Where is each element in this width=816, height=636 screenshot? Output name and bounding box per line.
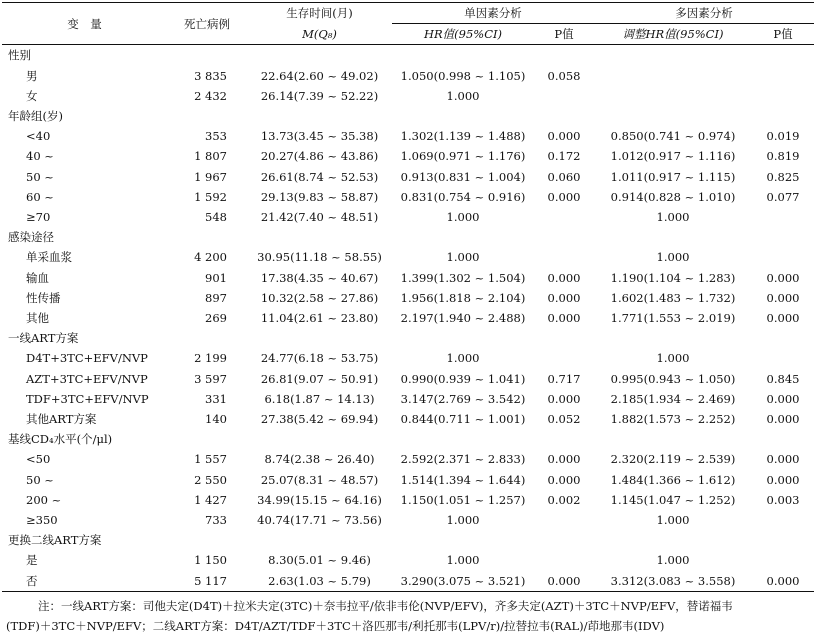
- deaths-cell: 140: [205, 412, 227, 427]
- table-row: [2, 187, 814, 207]
- adjusted-p-value-cell: [752, 550, 814, 570]
- p-value-cell: [534, 86, 594, 106]
- adjusted-hr-cell: 1.882(1.573 ~ 2.252): [610, 412, 736, 427]
- deaths-cell: 331: [205, 391, 227, 406]
- survival-time-cell: 11.04(2.61 ~ 23.80): [260, 311, 379, 326]
- deaths-cell: 548: [205, 210, 227, 225]
- p-value-cell: 0.002: [547, 492, 581, 507]
- survival-time-cell: 13.73(3.45 ~ 35.38): [260, 129, 379, 144]
- survival-time-cell: 2.63(1.03 ~ 5.79): [247, 571, 392, 592]
- deaths-cell: 4 200: [194, 250, 227, 265]
- survival-time-cell: 26.61(8.74 ~ 52.53): [260, 169, 379, 184]
- adjusted-p-value-cell: 0.000: [766, 412, 800, 427]
- header-survival-time: 生存时间(月): [247, 3, 392, 24]
- table-row: [2, 167, 814, 187]
- table-note: [6, 596, 812, 636]
- row-label: 否: [2, 571, 167, 592]
- deaths-cell: 3 835: [194, 68, 227, 83]
- survival-time-cell: 17.38(4.35 ~ 40.67): [260, 270, 379, 285]
- hr-cell: 1.150(1.051 ~ 1.257): [400, 492, 526, 507]
- adjusted-p-value-cell: [752, 348, 814, 368]
- row-label: 男: [26, 68, 38, 83]
- p-value-cell: 0.000: [547, 452, 581, 467]
- hr-cell: 1.399(1.302 ~ 1.504): [400, 270, 526, 285]
- row-label: ≥70: [26, 210, 51, 225]
- row-label: 50 ~: [26, 472, 54, 487]
- row-label: 50 ~: [26, 169, 54, 184]
- p-value-cell: 0.717: [547, 371, 581, 386]
- survival-time-cell: 26.81(9.07 ~ 50.91): [260, 371, 379, 386]
- note-line-1: 注：一线ART方案：司他夫定(D4T)＋拉米夫定(3TC)＋奈韦拉平/依非韦伦(NVP/EFV)，齐多夫定(AZT)＋3TC＋NVP/EFV，替诺福韦: [38, 599, 733, 613]
- p-value-cell: [534, 510, 594, 530]
- adjusted-p-value-cell: 0.000: [766, 391, 800, 406]
- p-value-cell: 0.058: [547, 68, 581, 83]
- row-label: 性传播: [26, 290, 61, 305]
- hr-cell: 3.290(3.075 ~ 3.521): [392, 571, 534, 592]
- hr-cell: 1.000: [446, 513, 480, 528]
- hr-cell: 1.000: [446, 351, 480, 366]
- row-label: 输血: [26, 270, 49, 285]
- adjusted-p-value-cell: 0.819: [766, 149, 800, 164]
- deaths-cell: 1 427: [194, 492, 227, 507]
- adjusted-hr-cell: 1.145(1.047 ~ 1.252): [610, 492, 736, 507]
- survival-time-cell: 24.77(6.18 ~ 53.75): [260, 351, 379, 366]
- row-label: D4T+3TC+EFV/NVP: [26, 351, 148, 366]
- note-line-2: (TDF)＋3TC＋NVP/EFV；二线ART方案：D4T/AZT/TDF＋3TC＋洛匹那韦/利托那韦(LPV/r)/拉替拉韦(RAL)/茚地那韦(IDV): [6, 619, 665, 633]
- survival-time-cell: 34.99(15.15 ~ 64.16): [257, 492, 382, 507]
- survival-time-cell: 6.18(1.87 ~ 14.13): [264, 391, 375, 406]
- header-adjusted-p: P值: [752, 24, 814, 45]
- hr-cell: 3.147(2.769 ~ 3.542): [400, 391, 526, 406]
- p-value-cell: [534, 550, 594, 570]
- survival-time-cell: 10.32(2.58 ~ 27.86): [260, 290, 379, 305]
- row-label: AZT+3TC+EFV/NVP: [26, 371, 148, 386]
- deaths-cell: 733: [205, 513, 227, 528]
- adjusted-p-value-cell: 0.000: [766, 270, 800, 285]
- hr-cell: 0.990(0.939 ~ 1.041): [400, 371, 526, 386]
- group-row: [2, 227, 814, 247]
- group-title: 感染途径: [8, 230, 54, 245]
- adjusted-p-value-cell: [752, 207, 814, 227]
- header-univariate: 单因素分析: [392, 3, 594, 24]
- survival-time-cell: 26.14(7.39 ~ 52.22): [260, 88, 379, 103]
- table-row: [2, 66, 814, 86]
- group-row: [2, 429, 814, 449]
- hr-cell: 1.956(1.818 ~ 2.104): [400, 290, 526, 305]
- row-label: TDF+3TC+EFV/NVP: [26, 391, 149, 406]
- adjusted-hr-cell: 1.000: [656, 513, 690, 528]
- p-value-cell: 0.000: [547, 472, 581, 487]
- adjusted-hr-cell: 2.320(2.119 ~ 2.539): [610, 452, 736, 467]
- table-row: [2, 146, 814, 166]
- survival-time-cell: 25.07(8.31 ~ 48.57): [260, 472, 379, 487]
- adjusted-p-value-cell: [752, 247, 814, 267]
- hr-cell: 1.050(0.998 ~ 1.105): [400, 68, 526, 83]
- table-row: [2, 288, 814, 308]
- row-label: 女: [26, 88, 38, 103]
- survival-time-cell: 8.74(2.38 ~ 26.40): [264, 452, 375, 467]
- table-row: [2, 389, 814, 409]
- deaths-cell: 1 150: [194, 553, 227, 568]
- p-value-cell: 0.000: [547, 129, 581, 144]
- table-row: [2, 409, 814, 429]
- row-label: 60 ~: [26, 189, 54, 204]
- table-row: [2, 348, 814, 368]
- table-row: [2, 449, 814, 469]
- row-label: 是: [26, 553, 38, 568]
- hr-cell: 1.000: [446, 88, 480, 103]
- deaths-cell: 1 592: [194, 189, 227, 204]
- survival-time-cell: 40.74(17.71 ~ 73.56): [257, 513, 382, 528]
- hr-cell: 2.592(2.371 ~ 2.833): [400, 452, 526, 467]
- row-label: <50: [26, 452, 51, 467]
- deaths-cell: 901: [205, 270, 227, 285]
- adjusted-hr-cell: 1.000: [656, 553, 690, 568]
- deaths-cell: 269: [205, 311, 227, 326]
- adjusted-p-value-cell: 0.000: [766, 452, 800, 467]
- hr-cell: 1.000: [446, 553, 480, 568]
- adjusted-hr-cell: [594, 66, 752, 86]
- adjusted-hr-cell: 1.011(0.917 ~ 1.115): [610, 169, 736, 184]
- hr-cell: 0.913(0.831 ~ 1.004): [400, 169, 526, 184]
- deaths-cell: 1 557: [194, 452, 227, 467]
- adjusted-hr-cell: 1.602(1.483 ~ 1.732): [610, 290, 736, 305]
- survival-time-cell: 8.30(5.01 ~ 9.46): [268, 553, 371, 568]
- adjusted-p-value-cell: 0.000: [766, 290, 800, 305]
- table-row: [2, 86, 814, 106]
- adjusted-hr-cell: 1.012(0.917 ~ 1.116): [610, 149, 736, 164]
- header-deaths: 死亡病例: [167, 3, 247, 45]
- table-row: [2, 490, 814, 510]
- adjusted-hr-cell: 0.995(0.943 ~ 1.050): [610, 371, 736, 386]
- table-header: [2, 3, 814, 45]
- deaths-cell: 2 550: [194, 472, 227, 487]
- table-row: [2, 247, 814, 267]
- deaths-cell: 2 199: [194, 351, 227, 366]
- group-row: [2, 328, 814, 348]
- adjusted-p-value-cell: 0.000: [766, 311, 800, 326]
- hr-cell: 1.069(0.971 ~ 1.176): [400, 149, 526, 164]
- adjusted-p-value-cell: 0.019: [766, 129, 800, 144]
- table-row: [2, 510, 814, 530]
- row-label: 其他ART方案: [26, 412, 97, 427]
- p-value-cell: 0.000: [547, 270, 581, 285]
- header-variable: 变 量: [2, 3, 167, 45]
- adjusted-hr-cell: 1.000: [656, 351, 690, 366]
- row-label: <40: [26, 129, 51, 144]
- header-p: P值: [534, 24, 594, 45]
- survival-time-cell: 27.38(5.42 ~ 69.94): [260, 412, 379, 427]
- p-value-cell: [534, 207, 594, 227]
- table-row: [2, 308, 814, 328]
- table-body: [2, 45, 814, 591]
- survival-time-cell: 20.27(4.86 ~ 43.86): [260, 149, 379, 164]
- adjusted-p-value-cell: [752, 86, 814, 106]
- adjusted-p-value-cell: 0.000: [766, 472, 800, 487]
- deaths-cell: 2 432: [194, 88, 227, 103]
- table-row: [2, 268, 814, 288]
- survival-time-cell: 29.13(9.83 ~ 58.87): [260, 189, 379, 204]
- deaths-cell: 1 967: [194, 169, 227, 184]
- hr-cell: 1.514(1.394 ~ 1.644): [400, 472, 526, 487]
- group-row: [2, 530, 814, 550]
- adjusted-hr-cell: 1.484(1.366 ~ 1.612): [610, 472, 736, 487]
- row-label: ≥350: [26, 513, 58, 528]
- adjusted-hr-cell: 2.185(1.934 ~ 2.469): [610, 391, 736, 406]
- hr-cell: 0.831(0.754 ~ 0.916): [400, 189, 526, 204]
- table-row: [2, 207, 814, 227]
- group-title: 一线ART方案: [8, 331, 79, 346]
- adjusted-hr-cell: [594, 86, 752, 106]
- group-row: [2, 45, 814, 66]
- hr-cell: 2.197(1.940 ~ 2.488): [400, 311, 526, 326]
- table-row: [2, 470, 814, 490]
- header-survival-time-sub: M(Q₈): [247, 24, 392, 45]
- p-value-cell: 0.000: [547, 391, 581, 406]
- survival-time-cell: 22.64(2.60 ~ 49.02): [260, 68, 379, 83]
- table-row: [2, 126, 814, 146]
- survival-time-cell: 30.95(11.18 ~ 58.55): [257, 250, 382, 265]
- table-row: [2, 550, 814, 570]
- p-value-cell: 0.000: [547, 189, 581, 204]
- hr-cell: 1.000: [446, 210, 480, 225]
- survival-time-cell: 21.42(7.40 ~ 48.51): [260, 210, 379, 225]
- adjusted-hr-cell: 1.000: [656, 210, 690, 225]
- p-value-cell: 0.000: [547, 311, 581, 326]
- group-title: 更换二线ART方案: [8, 533, 102, 548]
- row-label: 单采血浆: [26, 250, 72, 265]
- adjusted-hr-cell: 1.771(1.553 ~ 2.019): [610, 311, 736, 326]
- adjusted-p-value-cell: 0.845: [766, 371, 800, 386]
- p-value-cell: [534, 348, 594, 368]
- hr-cell: 0.844(0.711 ~ 1.001): [400, 412, 526, 427]
- adjusted-p-value-cell: 0.825: [766, 169, 800, 184]
- group-row: [2, 106, 814, 126]
- header-multivariate: 多因素分析: [594, 3, 814, 24]
- header-adjusted-hr-ci: 调整HR值(95%CI): [594, 24, 752, 45]
- adjusted-p-value-cell: [752, 66, 814, 86]
- adjusted-hr-cell: 0.914(0.828 ~ 1.010): [610, 189, 736, 204]
- deaths-cell: 897: [205, 290, 227, 305]
- deaths-cell: 3 597: [194, 371, 227, 386]
- adjusted-p-value-cell: 0.003: [766, 492, 800, 507]
- deaths-cell: 5 117: [167, 571, 247, 592]
- results-table: [2, 2, 814, 592]
- row-label: 其他: [26, 311, 49, 326]
- deaths-cell: 353: [205, 129, 227, 144]
- deaths-cell: 1 807: [194, 149, 227, 164]
- row-label: 200 ~: [26, 492, 62, 507]
- adjusted-hr-cell: 3.312(3.083 ~ 3.558): [594, 571, 752, 592]
- p-value-cell: 0.000: [547, 290, 581, 305]
- hr-cell: 1.000: [446, 250, 480, 265]
- p-value-cell: [534, 247, 594, 267]
- adjusted-p-value-cell: 0.000: [752, 571, 814, 592]
- group-title: 基线CD₄水平(个/μl): [8, 432, 113, 447]
- header-hr-ci: HR值(95%CI): [392, 24, 534, 45]
- adjusted-hr-cell: 0.850(0.741 ~ 0.974): [610, 129, 736, 144]
- hr-cell: 1.302(1.139 ~ 1.488): [400, 129, 526, 144]
- adjusted-hr-cell: 1.190(1.104 ~ 1.283): [610, 270, 736, 285]
- group-title: 性别: [8, 48, 31, 63]
- adjusted-p-value-cell: 0.077: [766, 189, 800, 204]
- adjusted-hr-cell: 1.000: [656, 250, 690, 265]
- row-label: 40 ~: [26, 149, 54, 164]
- p-value-cell: 0.000: [534, 571, 594, 592]
- p-value-cell: 0.060: [547, 169, 581, 184]
- group-title: 年龄组(岁): [8, 109, 63, 124]
- adjusted-p-value-cell: [752, 510, 814, 530]
- table-row: [2, 369, 814, 389]
- p-value-cell: 0.052: [547, 412, 581, 427]
- p-value-cell: 0.172: [547, 149, 581, 164]
- table-row: [2, 571, 814, 592]
